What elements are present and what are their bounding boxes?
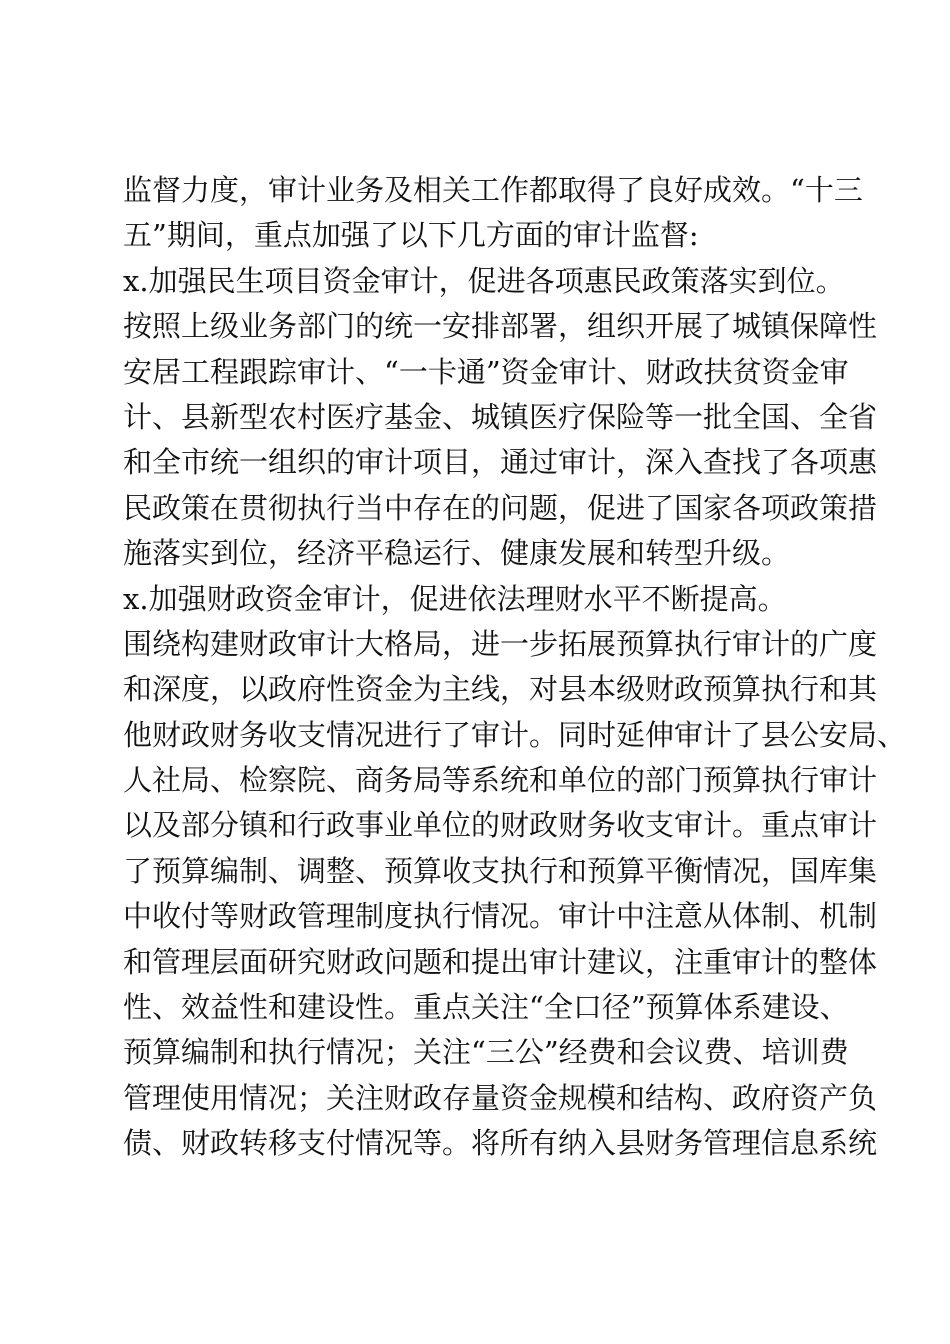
paragraph-line: 中收付等财政管理制度执行情况。审计中注意从体制、机制 <box>123 899 878 934</box>
paragraph-line: 债、财政转移支付情况等。将所有纳入县财务管理信息系统 <box>123 1126 878 1161</box>
section-heading-1: x.加强民生项目资金审计，促进各项惠民政策落实到位。 <box>123 263 845 298</box>
paragraph-line: 按照上级业务部门的统一安排部署，组织开展了城镇保障性 <box>123 309 878 344</box>
paragraph-line: 了预算编制、调整、预算收支执行和预算平衡情况，国库集 <box>123 853 878 888</box>
paragraph-line: 预算编制和执行情况；关注“三公”经费和会议费、培训费 <box>123 1035 849 1070</box>
section-heading-2: x.加强财政资金审计，促进依法理财水平不断提高。 <box>123 581 787 616</box>
document-body <box>123 168 907 1167</box>
paragraph-line: 施落实到位，经济平稳运行、健康发展和转型升级。 <box>123 536 791 571</box>
paragraph-line: 监督力度，审计业务及相关工作都取得了良好成效。“十三 <box>123 173 863 207</box>
paragraph-line: 他财政财务收支情况进行了审计。同时延伸审计了县公安局、 <box>123 717 907 752</box>
paragraph-line: 计、县新型农村医疗基金、城镇医疗保险等一批全国、全省 <box>123 399 878 434</box>
paragraph-line: 人社局、检察院、商务局等系统和单位的部门预算执行审计 <box>123 763 878 798</box>
paragraph-line: 五”期间，重点加强了以下几方面的审计监督: <box>123 218 699 253</box>
paragraph-line: 安居工程跟踪审计、“一卡通”资金审计、财政扶贫资金审 <box>123 354 849 389</box>
paragraph-line: 以及部分镇和行政事业单位的财政财务收支审计。重点审计 <box>123 808 878 843</box>
paragraph-line: 性、效益性和建设性。重点关注“全口径”预算体系建设、 <box>123 990 849 1025</box>
paragraph-line: 和管理层面研究财政问题和提出审计建议，注重审计的整体 <box>123 944 878 979</box>
paragraph-line: 围绕构建财政审计大格局，进一步拓展预算执行审计的广度 <box>123 626 878 661</box>
paragraph-line: 管理使用情况；关注财政存量资金规模和结构、政府资产负 <box>123 1080 878 1115</box>
paragraph-line: 和深度，以政府性资金为主线，对县本级财政预算执行和其 <box>123 672 878 707</box>
paragraph-line: 民政策在贯彻执行当中存在的问题，促进了国家各项政策措 <box>123 490 878 525</box>
paragraph-line: 和全市统一组织的审计项目，通过审计，深入查找了各项惠 <box>123 445 878 480</box>
